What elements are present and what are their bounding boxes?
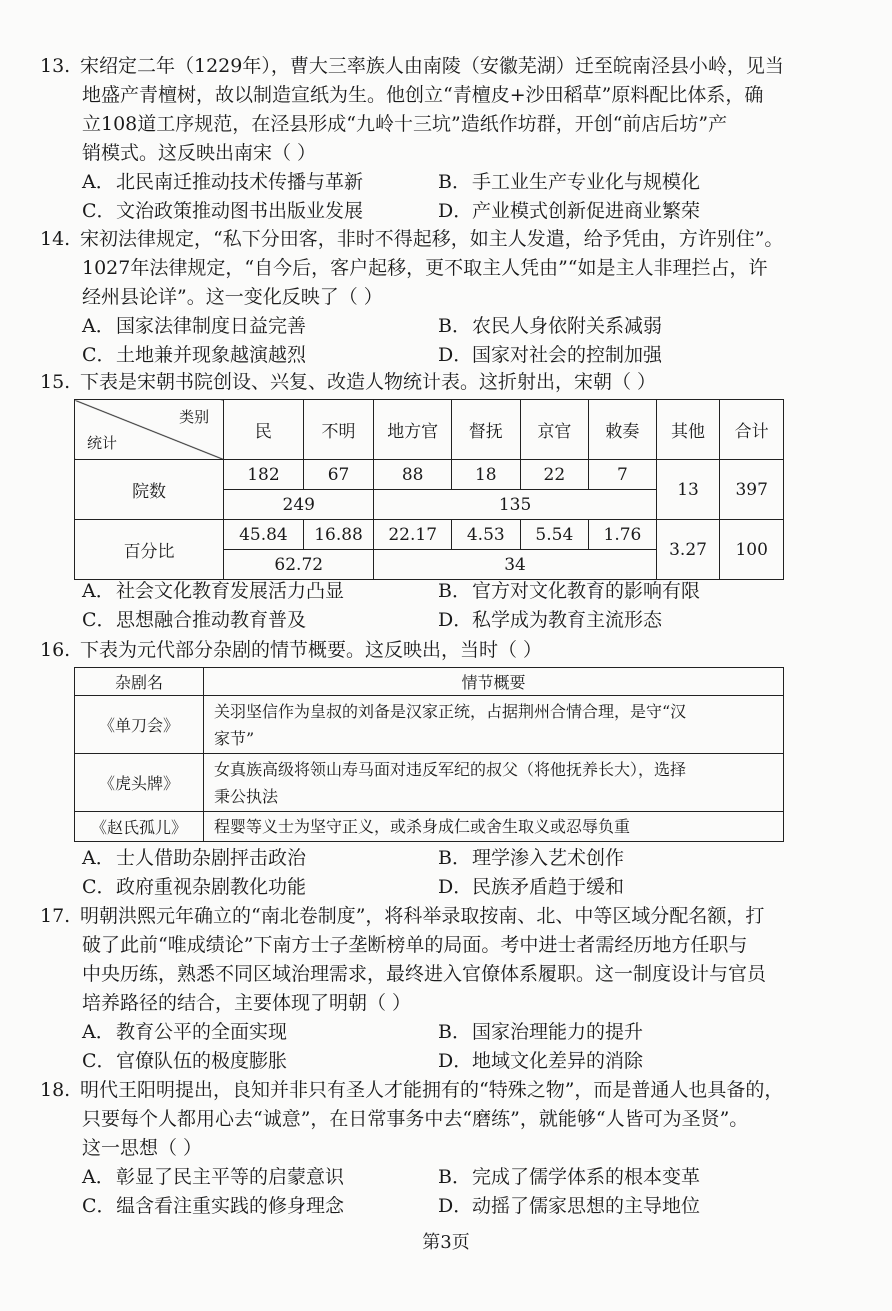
stem-line: 地盛产青檀树，故以制造宣纸为生。他创立“青檀皮+沙田稻草”原料配比体系，确 — [82, 84, 764, 106]
question-15 — [40, 368, 872, 397]
question-stem — [40, 52, 872, 168]
subtotal-cell: 62.72 — [224, 550, 374, 580]
stem-line: 销模式。这反映出南宋（ ） — [82, 142, 317, 164]
option-a[interactable]: A．教育公平的全面实现 — [82, 1021, 288, 1043]
data-cell: 22 — [520, 460, 589, 490]
row-label: 院数 — [75, 460, 224, 520]
stem-line: 只要每个人都用心去“诚意”，在日常事务中去“磨练”，就能够“人皆可为圣贤”。 — [82, 1108, 749, 1130]
header-cell: 不明 — [303, 400, 374, 460]
options — [82, 168, 872, 226]
data-cell: 5.54 — [520, 520, 589, 550]
data-cell: 88 — [374, 460, 452, 490]
options — [82, 577, 872, 635]
stem-line: 破了此前“唯成绩论”下南方士子垄断榜单的局面。考中进士者需经历地方任职与 — [82, 934, 748, 956]
question-stem — [40, 636, 872, 665]
option-d[interactable]: D．动摇了儒家思想的主导地位 — [438, 1195, 701, 1217]
option-b[interactable]: B．手工业生产专业化与规模化 — [438, 171, 701, 193]
option-c[interactable]: C．缊含看注重实践的修身理念 — [82, 1195, 345, 1217]
option-b[interactable]: B．理学渗入艺术创作 — [438, 847, 625, 869]
header-cell: 情节概要 — [204, 668, 784, 696]
stem-line: 立108道工序规范，在泾县形成“九岭十三坑”造纸作坊群，开创“前店后坊”产 — [82, 113, 728, 135]
academy-stats-table — [74, 399, 784, 580]
corner-cell: 类别 统计 — [75, 400, 224, 460]
zaju-table — [74, 667, 784, 842]
stem-line: 下表为元代部分杂剧的情节概要。这反映出，当时（ ） — [80, 639, 543, 661]
option-d[interactable]: D．民族矛盾趋于缓和 — [438, 876, 625, 898]
data-cell: 182 — [224, 460, 304, 490]
plot-summary: 关羽坚信作为皇叔的刘备是汉家正统，占据荆州合情合理，是守“汉 家节” — [204, 696, 784, 754]
stem-line: 经州县论详”。这一变化反映了（ ） — [82, 286, 383, 308]
question-number: 17. — [40, 905, 71, 927]
data-cell: 16.88 — [303, 520, 374, 550]
data-cell: 7 — [589, 460, 657, 490]
question-13 — [40, 52, 872, 226]
option-a[interactable]: A．社会文化教育发展活力凸显 — [82, 580, 345, 602]
question-number: 16. — [40, 639, 71, 661]
option-d[interactable]: D．地域文化差异的消除 — [438, 1050, 644, 1072]
stem-line: 明代王阳明提出，良知并非只有圣人才能拥有的“特殊之物”，而是普通人也具备的， — [80, 1079, 784, 1101]
question-18 — [40, 1076, 872, 1221]
question-stem — [40, 902, 872, 1018]
option-a[interactable]: A．彰显了民主平等的启蒙意识 — [82, 1166, 345, 1188]
question-17 — [40, 902, 872, 1076]
question-stem — [40, 225, 872, 312]
option-d[interactable]: D．国家对社会的控制加强 — [438, 344, 663, 366]
option-c[interactable]: C．土地兼并现象越演越烈 — [82, 344, 307, 366]
options — [82, 1018, 872, 1076]
question-number: 13. — [40, 55, 71, 77]
question-14 — [40, 225, 872, 370]
options — [82, 844, 872, 902]
stem-line: 宋绍定二年（1229年），曹大三率族人由南陵（安徽芜湖）迁至皖南泾县小岭，见当 — [80, 55, 784, 77]
stem-line: 下表是宋朝书院创设、兴复、改造人物统计表。这折射出，宋朝（ ） — [80, 371, 657, 393]
header-cell: 督抚 — [451, 400, 520, 460]
option-b[interactable]: B．农民人身依附关系减弱 — [438, 315, 663, 337]
header-cell: 合计 — [720, 400, 784, 460]
data-cell: 397 — [720, 460, 784, 520]
row-label: 百分比 — [75, 520, 224, 580]
option-c[interactable]: C．思想融合推动教育普及 — [82, 609, 307, 631]
stem-line: 明朝洪熙元年确立的“南北卷制度”，将科举录取按南、北、中等区域分配名额，打 — [80, 905, 765, 927]
header-cell: 民 — [224, 400, 304, 460]
data-cell: 1.76 — [589, 520, 657, 550]
question-16-options-wrap — [40, 844, 872, 902]
data-cell: 4.53 — [451, 520, 520, 550]
question-16 — [40, 636, 872, 665]
option-d[interactable]: D．产业模式创新促进商业繁荣 — [438, 200, 701, 222]
question-number: 14. — [40, 228, 71, 250]
options — [82, 312, 872, 370]
option-a[interactable]: A．士人借助杂剧抨击政治 — [82, 847, 307, 869]
play-name: 《单刀会》 — [75, 696, 204, 754]
plot-summary: 程婴等义士为坚守正义，或杀身成仁或舍生取义或忍辱负重 — [204, 812, 784, 842]
option-c[interactable]: C．文治政策推动图书出版业发展 — [82, 200, 364, 222]
play-name: 《赵氏孤儿》 — [75, 812, 204, 842]
option-a[interactable]: A．北民南迁推动技术传播与革新 — [82, 171, 364, 193]
data-cell: 45.84 — [224, 520, 304, 550]
stem-line: 中央历练，熟悉不同区域治理需求，最终进入官僚体系履职。这一制度设计与官员 — [82, 963, 767, 985]
question-stem — [40, 1076, 872, 1163]
stem-line: 这一思想（ ） — [82, 1137, 203, 1159]
play-name: 《虎头牌》 — [75, 754, 204, 812]
stem-line: 宋初法律规定，“私下分田客，非时不得起移，如主人发遣，给予凭由，方许别住”。 — [80, 228, 784, 250]
page-number: 第3页 — [422, 1232, 470, 1253]
question-stem — [40, 368, 872, 397]
data-cell: 13 — [656, 460, 720, 520]
option-b[interactable]: B．官方对文化教育的影响有限 — [438, 580, 701, 602]
data-cell: 100 — [720, 520, 784, 580]
subtotal-cell: 34 — [374, 550, 656, 580]
data-cell: 18 — [451, 460, 520, 490]
option-d[interactable]: D．私学成为教育主流形态 — [438, 609, 663, 631]
data-cell: 67 — [303, 460, 374, 490]
plot-summary: 女真族高级将领山寿马面对违反军纪的叔父（将他抚养长大），选择 秉公执法 — [204, 754, 784, 812]
question-number: 18. — [40, 1079, 71, 1101]
data-cell: 3.27 — [656, 520, 720, 580]
stem-line: 1027年法律规定，“自今后，客户起移，更不取主人凭由”“如是主人非理拦占，许 — [82, 257, 768, 279]
option-c[interactable]: C．政府重视杂剧教化功能 — [82, 876, 307, 898]
header-cell: 其他 — [656, 400, 720, 460]
option-a[interactable]: A．国家法律制度日益完善 — [82, 315, 307, 337]
question-15-options-wrap — [40, 577, 872, 635]
header-cell: 京官 — [520, 400, 589, 460]
header-cell: 敕奏 — [589, 400, 657, 460]
header-cell: 地方官 — [374, 400, 452, 460]
stem-line: 培养路径的结合，主要体现了明朝（ ） — [82, 992, 412, 1014]
subtotal-cell: 249 — [224, 490, 374, 520]
question-number: 15. — [40, 371, 71, 393]
header-cell: 杂剧名 — [75, 668, 204, 696]
options — [82, 1163, 872, 1221]
subtotal-cell: 135 — [374, 490, 656, 520]
option-c[interactable]: C．官僚队伍的极度膨胀 — [82, 1050, 288, 1072]
data-cell: 22.17 — [374, 520, 452, 550]
option-b[interactable]: B．国家治理能力的提升 — [438, 1021, 644, 1043]
option-b[interactable]: B．完成了儒学体系的根本变革 — [438, 1166, 701, 1188]
